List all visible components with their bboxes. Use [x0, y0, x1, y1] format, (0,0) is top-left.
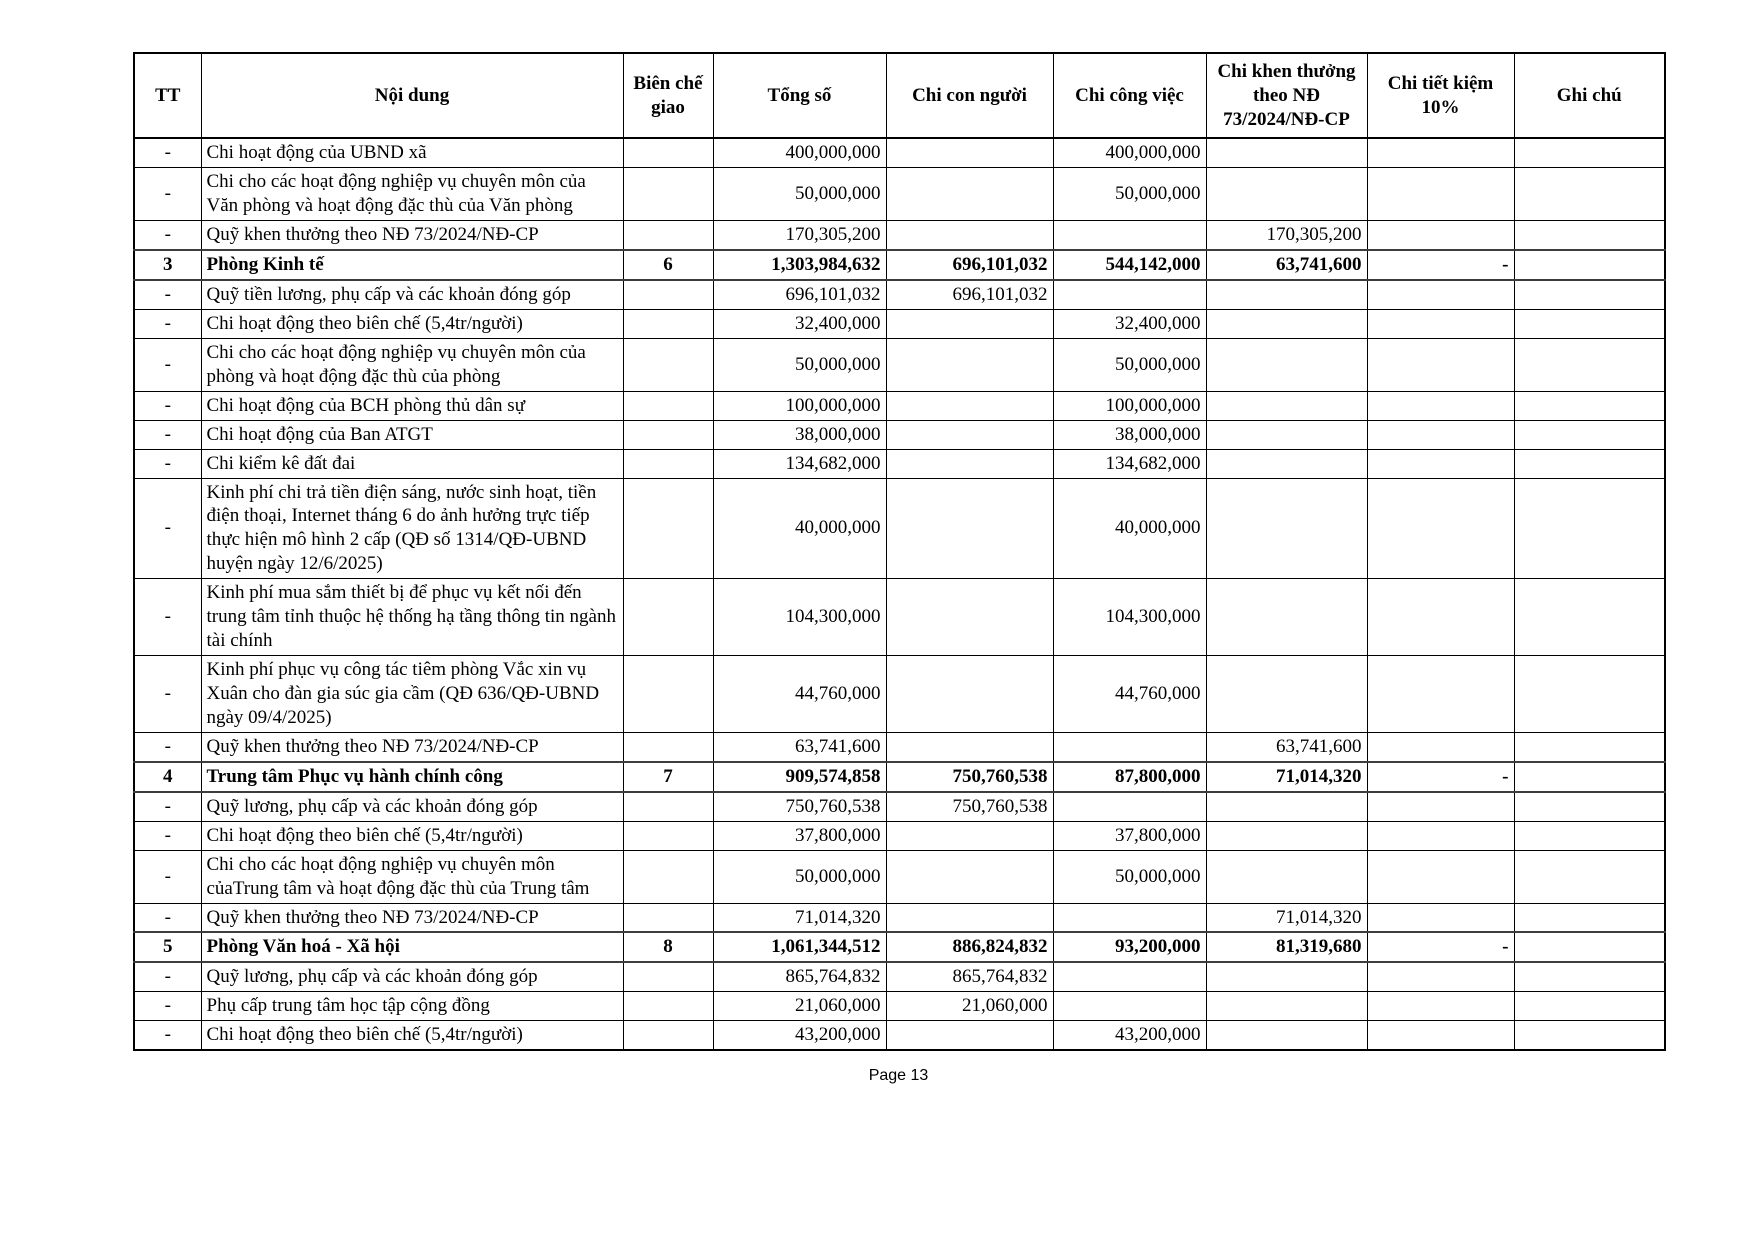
table-row	[134, 903, 1665, 932]
cell-ghi_chu	[1514, 309, 1665, 338]
cell-tong_so: 63,741,600	[713, 732, 886, 761]
cell-chi_con_nguoi	[886, 656, 1053, 733]
cell-chi_cong_viec	[1053, 992, 1206, 1021]
cell-tong_so: 100,000,000	[713, 391, 886, 420]
cell-tt: -	[134, 391, 201, 420]
cell-tong_so: 865,764,832	[713, 962, 886, 991]
cell-chi_tiet_kiem	[1367, 962, 1514, 991]
column-header-bien_che: Biên chế giao	[623, 53, 713, 138]
cell-chi_tiet_kiem	[1367, 850, 1514, 903]
column-header-tt: TT	[134, 53, 201, 138]
cell-bien_che	[623, 792, 713, 821]
cell-bien_che	[623, 449, 713, 478]
table-row	[134, 821, 1665, 850]
cell-noi_dung: Quỹ lương, phụ cấp và các khoản đóng góp	[201, 962, 623, 991]
cell-noi_dung: Phòng Văn hoá - Xã hội	[201, 932, 623, 962]
cell-bien_che: 6	[623, 250, 713, 280]
cell-tong_so: 32,400,000	[713, 309, 886, 338]
cell-chi_khen_thuong	[1206, 168, 1367, 221]
cell-chi_con_nguoi: 865,764,832	[886, 962, 1053, 991]
cell-ghi_chu	[1514, 732, 1665, 761]
cell-chi_cong_viec: 100,000,000	[1053, 391, 1206, 420]
cell-ghi_chu	[1514, 850, 1665, 903]
table-row	[134, 391, 1665, 420]
cell-tong_so: 104,300,000	[713, 579, 886, 656]
cell-ghi_chu	[1514, 821, 1665, 850]
cell-ghi_chu	[1514, 932, 1665, 962]
cell-tt: -	[134, 478, 201, 579]
cell-chi_khen_thuong	[1206, 338, 1367, 391]
cell-noi_dung: Chi cho các hoạt động nghiệp vụ chuyên môn củaTrung tâm và hoạt động đặc thù của Trung tâm	[201, 850, 623, 903]
cell-chi_con_nguoi	[886, 168, 1053, 221]
cell-chi_cong_viec: 400,000,000	[1053, 138, 1206, 167]
cell-noi_dung: Chi hoạt động theo biên chế (5,4tr/người)	[201, 1021, 623, 1050]
cell-ghi_chu	[1514, 138, 1665, 167]
cell-chi_con_nguoi	[886, 449, 1053, 478]
cell-tt: -	[134, 962, 201, 991]
cell-chi_con_nguoi	[886, 850, 1053, 903]
cell-tong_so: 40,000,000	[713, 478, 886, 579]
cell-ghi_chu	[1514, 579, 1665, 656]
cell-bien_che	[623, 850, 713, 903]
table-row	[134, 478, 1665, 579]
cell-tt: 3	[134, 250, 201, 280]
cell-chi_khen_thuong	[1206, 280, 1367, 309]
cell-noi_dung: Quỹ lương, phụ cấp và các khoản đóng góp	[201, 792, 623, 821]
cell-tong_so: 170,305,200	[713, 221, 886, 250]
cell-chi_cong_viec	[1053, 903, 1206, 932]
cell-chi_cong_viec	[1053, 280, 1206, 309]
cell-tong_so: 50,000,000	[713, 168, 886, 221]
cell-chi_tiet_kiem	[1367, 821, 1514, 850]
cell-chi_tiet_kiem	[1367, 992, 1514, 1021]
cell-noi_dung: Chi hoạt động của BCH phòng thủ dân sự	[201, 391, 623, 420]
cell-chi_khen_thuong	[1206, 449, 1367, 478]
cell-ghi_chu	[1514, 656, 1665, 733]
cell-ghi_chu	[1514, 1021, 1665, 1050]
cell-tt: -	[134, 221, 201, 250]
cell-tt: -	[134, 732, 201, 761]
cell-chi_tiet_kiem	[1367, 449, 1514, 478]
cell-chi_khen_thuong	[1206, 850, 1367, 903]
cell-chi_con_nguoi	[886, 478, 1053, 579]
cell-tong_so: 44,760,000	[713, 656, 886, 733]
cell-noi_dung: Phụ cấp trung tâm học tập cộng đồng	[201, 992, 623, 1021]
cell-tong_so: 71,014,320	[713, 903, 886, 932]
cell-chi_con_nguoi	[886, 338, 1053, 391]
cell-chi_tiet_kiem	[1367, 168, 1514, 221]
cell-noi_dung: Chi hoạt động của Ban ATGT	[201, 420, 623, 449]
table-row	[134, 579, 1665, 656]
cell-bien_che	[623, 903, 713, 932]
cell-chi_khen_thuong	[1206, 656, 1367, 733]
table-row	[134, 280, 1665, 309]
cell-chi_cong_viec: 50,000,000	[1053, 850, 1206, 903]
cell-noi_dung: Kinh phí phục vụ công tác tiêm phòng Vắc xin vụ Xuân cho đàn gia súc gia cầm (QĐ 636/QĐ-UBND ngày 09/4/2025)	[201, 656, 623, 733]
cell-tong_so: 696,101,032	[713, 280, 886, 309]
column-header-chi_con_nguoi: Chi con người	[886, 53, 1053, 138]
cell-chi_cong_viec: 40,000,000	[1053, 478, 1206, 579]
cell-noi_dung: Phòng Kinh tế	[201, 250, 623, 280]
header-row	[134, 53, 1665, 138]
cell-noi_dung: Chi cho các hoạt động nghiệp vụ chuyên môn của Văn phòng và hoạt động đặc thù của Văn phòng	[201, 168, 623, 221]
cell-tt: -	[134, 420, 201, 449]
cell-chi_cong_viec: 50,000,000	[1053, 168, 1206, 221]
cell-bien_che: 7	[623, 762, 713, 792]
cell-chi_con_nguoi	[886, 309, 1053, 338]
column-header-chi_khen_thuong: Chi khen thưởng theo NĐ 73/2024/NĐ-CP	[1206, 53, 1367, 138]
cell-ghi_chu	[1514, 420, 1665, 449]
cell-chi_tiet_kiem: -	[1367, 762, 1514, 792]
cell-tong_so: 21,060,000	[713, 992, 886, 1021]
cell-bien_che	[623, 821, 713, 850]
cell-tt: -	[134, 280, 201, 309]
page-number: Page 13	[868, 1067, 929, 1085]
cell-chi_tiet_kiem: -	[1367, 932, 1514, 962]
cell-bien_che	[623, 280, 713, 309]
cell-chi_khen_thuong	[1206, 821, 1367, 850]
cell-chi_cong_viec: 134,682,000	[1053, 449, 1206, 478]
cell-chi_cong_viec: 37,800,000	[1053, 821, 1206, 850]
cell-chi_con_nguoi: 696,101,032	[886, 280, 1053, 309]
cell-tt: -	[134, 579, 201, 656]
cell-noi_dung: Quỹ khen thưởng theo NĐ 73/2024/NĐ-CP	[201, 221, 623, 250]
cell-tt: -	[134, 168, 201, 221]
cell-bien_che	[623, 309, 713, 338]
budget-table	[133, 52, 1666, 1051]
cell-chi_tiet_kiem	[1367, 309, 1514, 338]
cell-chi_cong_viec: 104,300,000	[1053, 579, 1206, 656]
cell-tong_so: 400,000,000	[713, 138, 886, 167]
cell-chi_khen_thuong	[1206, 478, 1367, 579]
table-row	[134, 449, 1665, 478]
cell-ghi_chu	[1514, 280, 1665, 309]
cell-chi_cong_viec	[1053, 962, 1206, 991]
cell-chi_khen_thuong: 170,305,200	[1206, 221, 1367, 250]
cell-ghi_chu	[1514, 168, 1665, 221]
cell-chi_cong_viec: 93,200,000	[1053, 932, 1206, 962]
cell-noi_dung: Kinh phí chi trả tiền điện sáng, nước sinh hoạt, tiền điện thoại, Internet tháng 6 do ảnh hưởng trực tiếp thực hiện mô hình 2 cấp (QĐ số 1314/QĐ-UBND huyện ngày 12/6/2025)	[201, 478, 623, 579]
cell-chi_con_nguoi: 696,101,032	[886, 250, 1053, 280]
cell-noi_dung: Chi kiểm kê đất đai	[201, 449, 623, 478]
cell-bien_che	[623, 992, 713, 1021]
table-row	[134, 338, 1665, 391]
cell-bien_che	[623, 732, 713, 761]
cell-chi_tiet_kiem	[1367, 280, 1514, 309]
cell-chi_con_nguoi	[886, 391, 1053, 420]
table-row	[134, 138, 1665, 167]
cell-chi_cong_viec: 544,142,000	[1053, 250, 1206, 280]
cell-tt: -	[134, 792, 201, 821]
cell-chi_tiet_kiem	[1367, 732, 1514, 761]
cell-ghi_chu	[1514, 449, 1665, 478]
section-row	[134, 762, 1665, 792]
cell-tt: -	[134, 449, 201, 478]
cell-chi_con_nguoi	[886, 138, 1053, 167]
cell-chi_tiet_kiem	[1367, 1021, 1514, 1050]
cell-chi_con_nguoi	[886, 1021, 1053, 1050]
cell-noi_dung: Chi hoạt động theo biên chế (5,4tr/người)	[201, 821, 623, 850]
section-row	[134, 250, 1665, 280]
cell-tong_so: 1,303,984,632	[713, 250, 886, 280]
cell-chi_tiet_kiem	[1367, 221, 1514, 250]
cell-bien_che	[623, 168, 713, 221]
cell-ghi_chu	[1514, 221, 1665, 250]
cell-chi_con_nguoi	[886, 732, 1053, 761]
cell-chi_cong_viec: 44,760,000	[1053, 656, 1206, 733]
table-row	[134, 221, 1665, 250]
cell-tt: -	[134, 821, 201, 850]
cell-chi_tiet_kiem	[1367, 338, 1514, 391]
cell-chi_tiet_kiem	[1367, 579, 1514, 656]
cell-tong_so: 38,000,000	[713, 420, 886, 449]
column-header-chi_tiet_kiem: Chi tiết kiệm 10%	[1367, 53, 1514, 138]
cell-tong_so: 1,061,344,512	[713, 932, 886, 962]
cell-chi_tiet_kiem	[1367, 478, 1514, 579]
cell-ghi_chu	[1514, 992, 1665, 1021]
cell-chi_tiet_kiem	[1367, 903, 1514, 932]
cell-noi_dung: Quỹ tiền lương, phụ cấp và các khoản đóng góp	[201, 280, 623, 309]
cell-bien_che	[623, 579, 713, 656]
cell-tt: -	[134, 850, 201, 903]
table-row	[134, 732, 1665, 761]
column-header-chi_cong_viec: Chi công việc	[1053, 53, 1206, 138]
cell-chi_con_nguoi	[886, 579, 1053, 656]
cell-tong_so: 37,800,000	[713, 821, 886, 850]
cell-chi_cong_viec	[1053, 732, 1206, 761]
cell-chi_con_nguoi: 750,760,538	[886, 792, 1053, 821]
cell-noi_dung: Quỹ khen thưởng theo NĐ 73/2024/NĐ-CP	[201, 732, 623, 761]
cell-chi_cong_viec	[1053, 792, 1206, 821]
cell-bien_che	[623, 962, 713, 991]
cell-ghi_chu	[1514, 762, 1665, 792]
cell-chi_khen_thuong: 63,741,600	[1206, 250, 1367, 280]
cell-bien_che: 8	[623, 932, 713, 962]
cell-chi_khen_thuong	[1206, 962, 1367, 991]
cell-tong_so: 50,000,000	[713, 338, 886, 391]
cell-chi_cong_viec: 50,000,000	[1053, 338, 1206, 391]
cell-bien_che	[623, 478, 713, 579]
cell-tong_so: 909,574,858	[713, 762, 886, 792]
cell-chi_khen_thuong	[1206, 1021, 1367, 1050]
cell-ghi_chu	[1514, 391, 1665, 420]
cell-tong_so: 134,682,000	[713, 449, 886, 478]
cell-chi_khen_thuong: 81,319,680	[1206, 932, 1367, 962]
cell-chi_tiet_kiem	[1367, 391, 1514, 420]
table-row	[134, 168, 1665, 221]
cell-bien_che	[623, 391, 713, 420]
cell-chi_khen_thuong	[1206, 391, 1367, 420]
table-row	[134, 1021, 1665, 1050]
cell-chi_con_nguoi	[886, 821, 1053, 850]
column-header-noi_dung: Nội dung	[201, 53, 623, 138]
cell-bien_che	[623, 138, 713, 167]
column-header-tong_so: Tổng số	[713, 53, 886, 138]
cell-bien_che	[623, 656, 713, 733]
cell-chi_tiet_kiem: -	[1367, 250, 1514, 280]
cell-noi_dung: Chi hoạt động theo biên chế (5,4tr/người)	[201, 309, 623, 338]
cell-chi_con_nguoi: 886,824,832	[886, 932, 1053, 962]
table-row	[134, 850, 1665, 903]
cell-bien_che	[623, 420, 713, 449]
cell-chi_khen_thuong	[1206, 309, 1367, 338]
column-header-ghi_chu: Ghi chú	[1514, 53, 1665, 138]
cell-chi_cong_viec	[1053, 221, 1206, 250]
cell-tong_so: 750,760,538	[713, 792, 886, 821]
cell-chi_cong_viec: 38,000,000	[1053, 420, 1206, 449]
cell-chi_khen_thuong	[1206, 792, 1367, 821]
cell-ghi_chu	[1514, 962, 1665, 991]
table-row	[134, 992, 1665, 1021]
cell-tt: -	[134, 903, 201, 932]
cell-chi_khen_thuong	[1206, 579, 1367, 656]
cell-chi_khen_thuong	[1206, 992, 1367, 1021]
cell-chi_khen_thuong: 71,014,320	[1206, 903, 1367, 932]
table-row	[134, 420, 1665, 449]
cell-chi_cong_viec: 43,200,000	[1053, 1021, 1206, 1050]
cell-bien_che	[623, 1021, 713, 1050]
table-body	[134, 138, 1665, 1050]
cell-chi_tiet_kiem	[1367, 138, 1514, 167]
cell-chi_con_nguoi	[886, 903, 1053, 932]
cell-noi_dung: Trung tâm Phục vụ hành chính công	[201, 762, 623, 792]
cell-ghi_chu	[1514, 250, 1665, 280]
cell-tong_so: 50,000,000	[713, 850, 886, 903]
cell-noi_dung: Chi cho các hoạt động nghiệp vụ chuyên môn của phòng và hoạt động đặc thù của phòng	[201, 338, 623, 391]
cell-noi_dung: Kinh phí mua sắm thiết bị để phục vụ kết nối đến trung tâm tỉnh thuộc hệ thống hạ tầng thông tin ngành tài chính	[201, 579, 623, 656]
cell-tt: 5	[134, 932, 201, 962]
cell-chi_tiet_kiem	[1367, 420, 1514, 449]
cell-chi_con_nguoi	[886, 420, 1053, 449]
section-row	[134, 932, 1665, 962]
cell-bien_che	[623, 221, 713, 250]
cell-tt: -	[134, 338, 201, 391]
cell-ghi_chu	[1514, 792, 1665, 821]
cell-chi_tiet_kiem	[1367, 656, 1514, 733]
table-row	[134, 792, 1665, 821]
table-row	[134, 656, 1665, 733]
cell-chi_con_nguoi: 750,760,538	[886, 762, 1053, 792]
cell-chi_khen_thuong	[1206, 138, 1367, 167]
cell-chi_con_nguoi	[886, 221, 1053, 250]
cell-tt: 4	[134, 762, 201, 792]
cell-tt: -	[134, 138, 201, 167]
cell-bien_che	[623, 338, 713, 391]
cell-ghi_chu	[1514, 903, 1665, 932]
cell-chi_khen_thuong: 71,014,320	[1206, 762, 1367, 792]
cell-chi_cong_viec: 32,400,000	[1053, 309, 1206, 338]
cell-chi_con_nguoi: 21,060,000	[886, 992, 1053, 1021]
cell-tt: -	[134, 1021, 201, 1050]
cell-chi_khen_thuong: 63,741,600	[1206, 732, 1367, 761]
cell-tt: -	[134, 992, 201, 1021]
cell-chi_cong_viec: 87,800,000	[1053, 762, 1206, 792]
cell-ghi_chu	[1514, 338, 1665, 391]
cell-noi_dung: Chi hoạt động của UBND xã	[201, 138, 623, 167]
cell-ghi_chu	[1514, 478, 1665, 579]
cell-chi_tiet_kiem	[1367, 792, 1514, 821]
table-row	[134, 309, 1665, 338]
cell-chi_khen_thuong	[1206, 420, 1367, 449]
cell-tt: -	[134, 656, 201, 733]
cell-tt: -	[134, 309, 201, 338]
table-row	[134, 962, 1665, 991]
cell-tong_so: 43,200,000	[713, 1021, 886, 1050]
cell-noi_dung: Quỹ khen thưởng theo NĐ 73/2024/NĐ-CP	[201, 903, 623, 932]
table-header	[134, 53, 1665, 138]
